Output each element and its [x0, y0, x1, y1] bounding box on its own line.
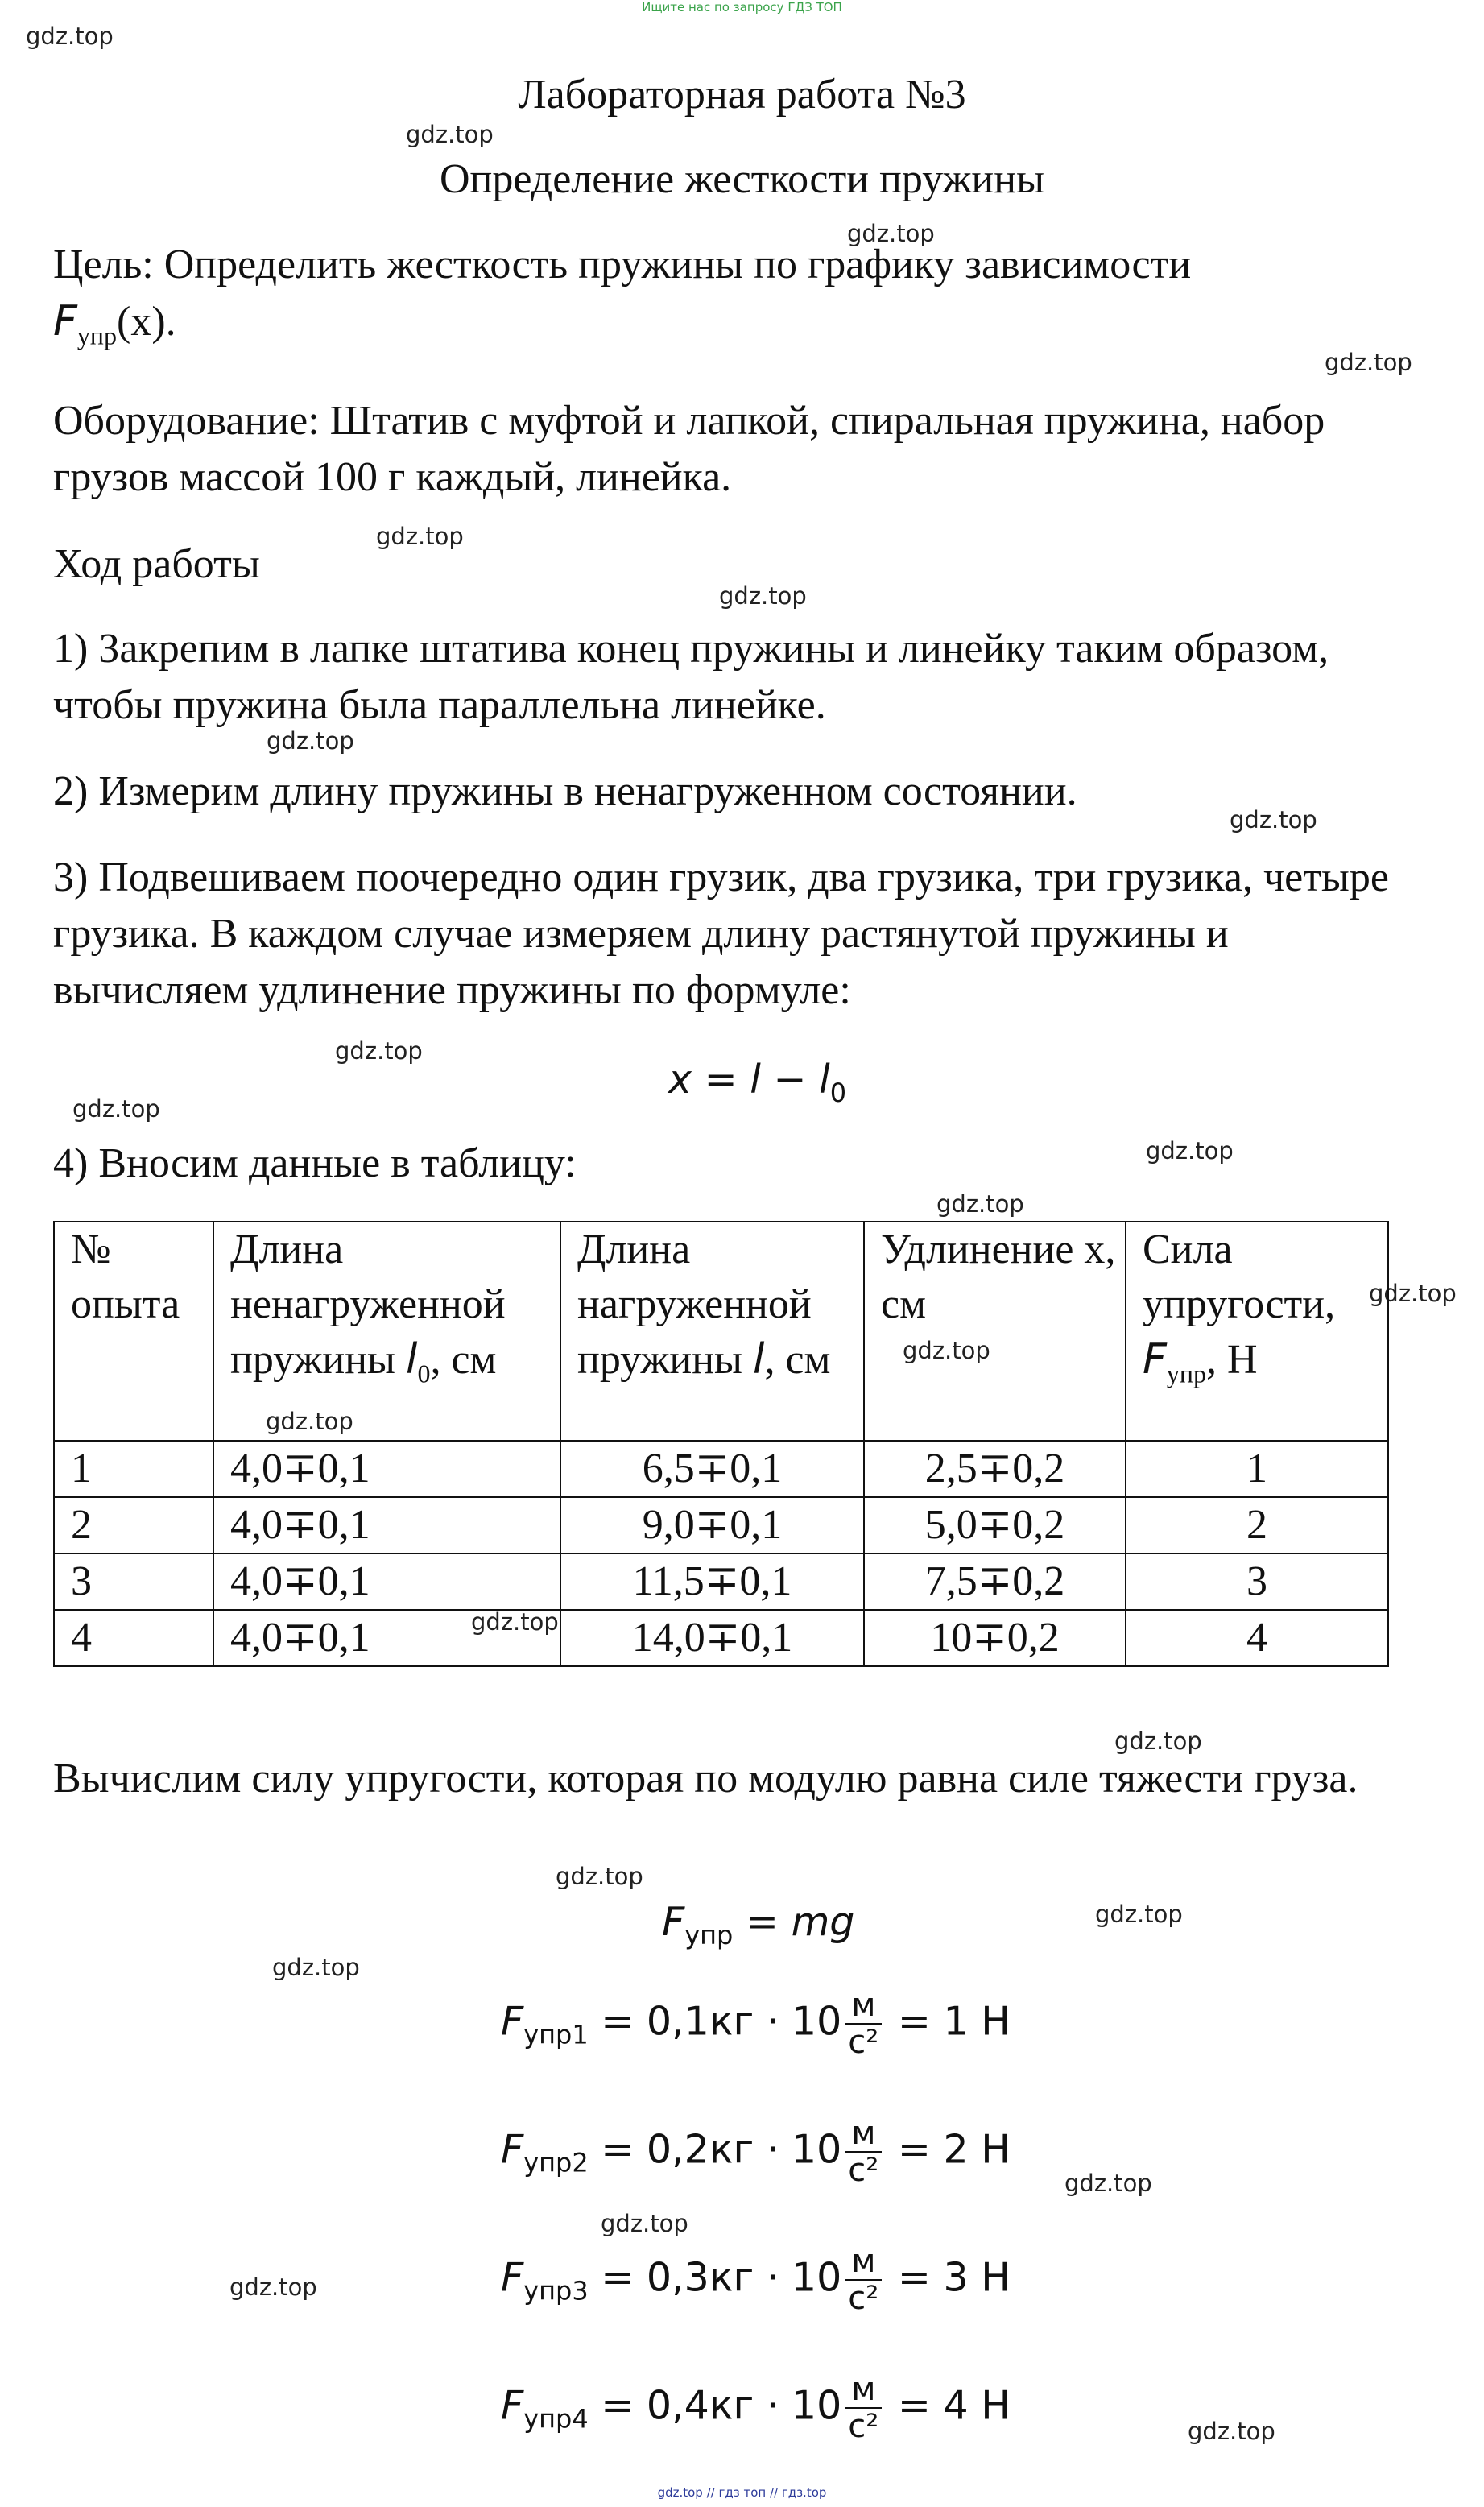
watermark: gdz.top: [335, 1037, 423, 1065]
watermark: gdz.top: [267, 727, 354, 755]
header-elastic-force-text: Сила упругости,: [1143, 1227, 1336, 1327]
cell-unloaded: 4,0∓0,1: [213, 1553, 560, 1610]
force-formula: [662, 1899, 854, 1951]
formula-l: l: [750, 1057, 761, 1103]
cell-number: 2: [54, 1497, 213, 1553]
force-calc-4: [501, 2372, 1011, 2444]
watermark: gdz.top: [1325, 349, 1412, 376]
fraction-denominator: с²: [848, 2280, 879, 2317]
force-subscript: упр2: [523, 2147, 589, 2178]
formula-l0-sub: 0: [829, 1077, 847, 1108]
watermark: gdz.top: [406, 121, 494, 148]
watermark: gdz.top: [903, 1337, 990, 1364]
header-elongation: Удлинение x, см: [864, 1222, 1126, 1441]
header-unloaded-length-unit: , см: [430, 1337, 497, 1383]
formula-eq: =: [692, 1057, 750, 1103]
cell-number: 3: [54, 1553, 213, 1610]
force-calc-2: [501, 2116, 1011, 2188]
cell-loaded: 14,0∓0,1: [560, 1610, 864, 1666]
acceleration-fraction: [845, 2244, 882, 2316]
header-l0-subscript: 0: [417, 1359, 431, 1388]
formula-mg: mg: [791, 1899, 855, 1945]
header-elastic-force: [1126, 1222, 1388, 1441]
calc-result: = 1 Н: [885, 1998, 1011, 2045]
cell-unloaded: 4,0∓0,1: [213, 1441, 560, 1497]
calc-result: = 3 Н: [885, 2254, 1011, 2301]
cell-force: 1: [1126, 1441, 1388, 1497]
watermark: gdz.top: [266, 1408, 353, 1435]
page-subtitle: Определение жесткости пружины: [439, 156, 1045, 202]
goal-text: Цель: Определить жесткость пружины по графику зависимости: [53, 242, 1192, 288]
fraction-numerator: м: [845, 2244, 882, 2281]
table-row: [54, 1441, 1388, 1497]
calc-mass: = 0,2кг · 10: [588, 2126, 842, 2173]
force-subscript: упр: [76, 321, 118, 350]
watermark: gdz.top: [1146, 1137, 1234, 1165]
formula-x: x: [668, 1057, 692, 1103]
watermark: gdz.top: [1230, 806, 1317, 834]
calc-mass: = 0,4кг · 10: [588, 2382, 842, 2429]
cell-elongation: 10∓0,2: [864, 1610, 1126, 1666]
watermark: gdz.top: [936, 1190, 1024, 1218]
watermark: gdz.top: [1095, 1901, 1183, 1928]
watermark: gdz.top: [26, 23, 114, 50]
watermark: gdz.top: [847, 220, 935, 247]
header-unloaded-length: [213, 1222, 560, 1441]
force-symbol: F: [501, 2382, 524, 2429]
calc-result: = 2 Н: [885, 2126, 1011, 2173]
header-loaded-length-text: Длина нагруженной пружины: [577, 1227, 812, 1383]
cell-elongation: 7,5∓0,2: [864, 1553, 1126, 1610]
top-search-note: Ищите нас по запросу ГДЗ ТОП: [642, 0, 842, 14]
acceleration-fraction: [845, 2116, 882, 2188]
acceleration-fraction: [845, 1988, 882, 2060]
goal-tail: (x).: [117, 299, 176, 345]
cell-number: 1: [54, 1441, 213, 1497]
procedure-heading: Ход работы: [53, 541, 260, 587]
step-1: 1) Закрепим в лапке штатива конец пружины и линейку таким образом, чтобы пружина была параллельна линейке.: [53, 626, 1329, 728]
fraction-denominator: с²: [848, 2408, 879, 2445]
calc-paragraph: Вычислим силу упругости, которая по модулю равна силе тяжести груза.: [53, 1756, 1358, 1802]
bottom-note: gdz.top // гдз топ // гдз.top: [657, 2485, 827, 2500]
cell-force: 4: [1126, 1610, 1388, 1666]
step-3: 3) Подвешиваем поочередно один грузик, два грузика, три грузика, четыре грузика. В каждом случае измеряем длину растянутой пружины и вычисляем удлинение пружины по формуле:: [53, 854, 1389, 1013]
fraction-numerator: м: [845, 2116, 882, 2153]
fraction-denominator: с²: [848, 2152, 879, 2189]
measurements-table: [53, 1221, 1389, 1667]
acceleration-fraction: [845, 2372, 882, 2444]
header-loaded-length-unit: , см: [764, 1337, 831, 1383]
equipment-paragraph: Оборудование: Штатив с муфтой и лапкой, спиральная пружина, набор грузов массой 100 г каждый, линейка.: [53, 398, 1325, 500]
goal-paragraph: [53, 237, 1422, 363]
cell-elongation: 5,0∓0,2: [864, 1497, 1126, 1553]
table-header-row: [54, 1222, 1388, 1441]
calc-mass: = 0,1кг · 10: [588, 1998, 842, 2045]
watermark: gdz.top: [72, 1095, 160, 1123]
watermark: gdz.top: [1369, 1280, 1457, 1307]
calc-mass: = 0,3кг · 10: [588, 2254, 842, 2301]
table-row: [54, 1497, 1388, 1553]
watermark: gdz.top: [556, 1863, 643, 1890]
cell-force: 3: [1126, 1553, 1388, 1610]
force-symbol: F: [662, 1899, 685, 1945]
force-subscript: упр3: [523, 2275, 589, 2306]
step-2: 2) Измерим длину пружины в ненагруженном состоянии.: [53, 768, 1077, 814]
step-4: 4) Вносим данные в таблицу:: [53, 1140, 577, 1186]
watermark: gdz.top: [1114, 1727, 1202, 1755]
fraction-numerator: м: [845, 2372, 882, 2409]
cell-loaded: 6,5∓0,1: [560, 1441, 864, 1497]
watermark: gdz.top: [1188, 2418, 1275, 2445]
elongation-formula: [668, 1057, 846, 1108]
watermark: gdz.top: [601, 2210, 688, 2237]
force-subscript: упр1: [523, 2019, 589, 2050]
watermark: gdz.top: [229, 2273, 317, 2301]
fraction-denominator: с²: [848, 2024, 879, 2061]
force-symbol: F: [501, 2126, 524, 2173]
force-calc-1: [501, 1988, 1011, 2060]
header-experiment-number: № опыта: [54, 1222, 213, 1441]
page-title: Лабораторная работа №3: [518, 72, 966, 118]
force-subscript: упр: [684, 1919, 734, 1951]
formula-l0: l: [819, 1057, 830, 1103]
watermark: gdz.top: [272, 1954, 360, 1981]
force-calc-3: [501, 2244, 1011, 2316]
force-symbol: F: [53, 297, 77, 345]
fraction-numerator: м: [845, 1988, 882, 2025]
header-elastic-force-unit: , Н: [1206, 1337, 1258, 1383]
cell-elongation: 2,5∓0,2: [864, 1441, 1126, 1497]
header-unloaded-length-text: Длина ненагруженной пружины: [230, 1227, 506, 1383]
cell-force: 2: [1126, 1497, 1388, 1553]
watermark: gdz.top: [376, 523, 464, 550]
cell-loaded: 9,0∓0,1: [560, 1497, 864, 1553]
watermark: gdz.top: [471, 1608, 559, 1636]
watermark: gdz.top: [719, 582, 807, 610]
table-row: [54, 1553, 1388, 1610]
watermark: gdz.top: [1064, 2170, 1152, 2197]
formula-minus: −: [760, 1057, 820, 1103]
cell-unloaded: 4,0∓0,1: [213, 1497, 560, 1553]
force-symbol: F: [501, 1998, 524, 2045]
force-subscript: упр4: [523, 2403, 589, 2435]
header-f-subscript: упр: [1166, 1359, 1207, 1388]
cell-number: 4: [54, 1610, 213, 1666]
force-symbol: F: [501, 2254, 524, 2301]
header-loaded-length: [560, 1222, 864, 1441]
header-l0-symbol: l: [405, 1335, 418, 1384]
header-l-symbol: l: [752, 1335, 765, 1384]
table-row: [54, 1610, 1388, 1666]
cell-loaded: 11,5∓0,1: [560, 1553, 864, 1610]
header-f-symbol: F: [1143, 1335, 1167, 1384]
cell-unloaded: 4,0∓0,1: [213, 1610, 560, 1666]
calc-result: = 4 Н: [885, 2382, 1011, 2429]
formula-eq: =: [733, 1899, 792, 1945]
